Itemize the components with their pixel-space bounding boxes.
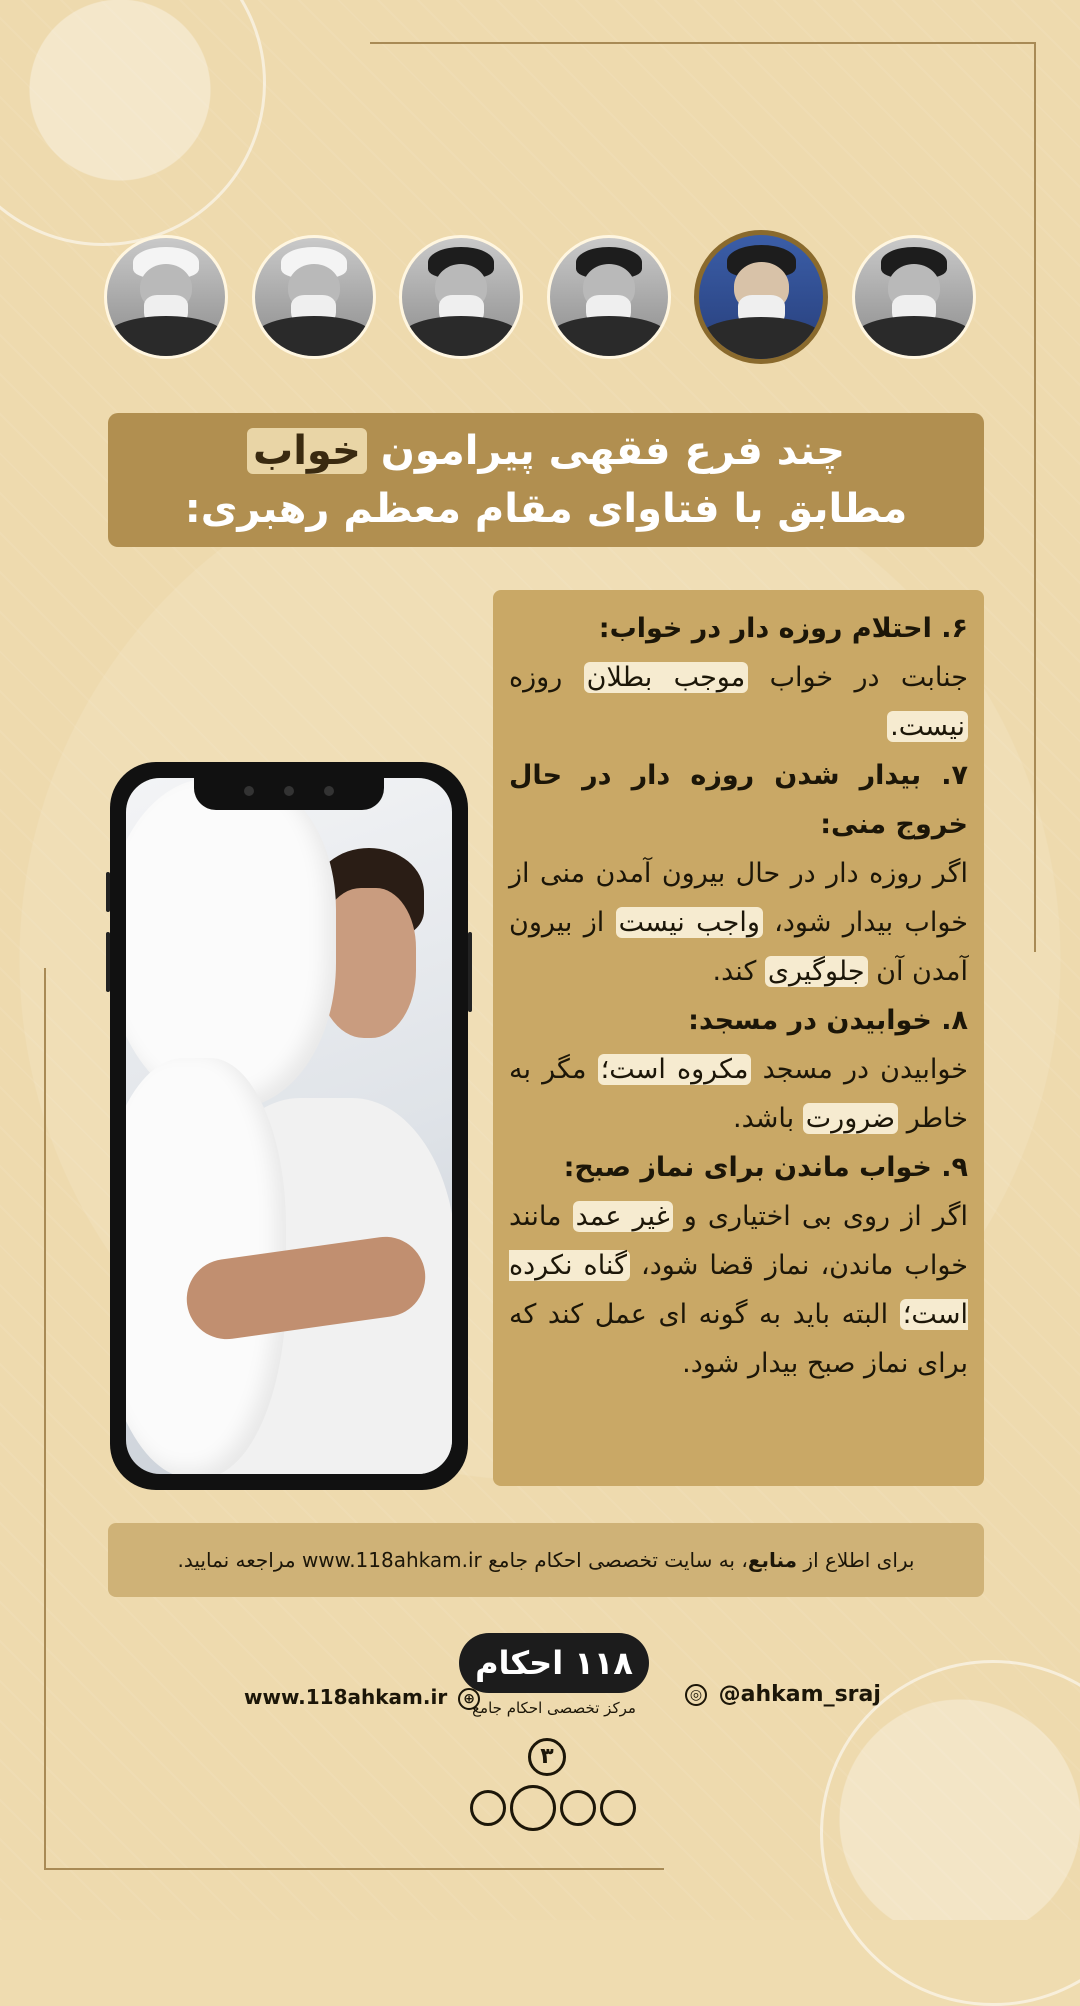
item-8-text-part: مگر به خاطر — [509, 1054, 968, 1134]
title-line-2: مطابق با فتاوای مقام معظم رهبری: — [184, 486, 908, 532]
item-9-text-part: اگر از روی بی اختیاری و — [683, 1201, 969, 1232]
item-9-highlight: غیر عمد — [573, 1201, 673, 1232]
source-pre: برای اطلاع از — [803, 1548, 915, 1572]
portrait-3 — [399, 235, 523, 359]
title-line-1 — [108, 422, 984, 480]
phone-side-button — [106, 872, 110, 912]
pagination-dot-active[interactable] — [510, 1785, 556, 1831]
source-post: ، به سایت تخصصی احکام جامع www.118ahkam.ir مراجعه نمایید. — [177, 1548, 748, 1572]
pillow — [126, 778, 336, 1108]
page-number: ۳ — [528, 1738, 566, 1776]
portrait-1 — [104, 235, 228, 359]
portrait-2 — [252, 235, 376, 359]
item-8-text-part: خوابیدن در مسجد — [762, 1054, 968, 1085]
item-6-heading: ۶. احتلام روزه دار در خواب: — [598, 613, 968, 644]
logo-subtitle: مرکز تخصصی احکام جامع — [472, 1699, 636, 1717]
title-box — [108, 413, 984, 547]
frame-right-line — [1034, 42, 1036, 952]
website-text: www.118ahkam.ir — [244, 1685, 448, 1709]
item-8-text — [509, 1045, 968, 1143]
item-7-text-part: کند. — [712, 956, 757, 987]
phone-camera-icon — [284, 786, 294, 796]
item-9-text-part: البته باید به گونه ای عمل کند که برای نماز صبح بیدار شود. — [509, 1299, 968, 1379]
item-9-text-part: مانند خواب ماندن، نماز قضا شود، — [509, 1201, 968, 1281]
item-7-text-part: از بیرون آمدن آن — [509, 907, 968, 987]
portrait-row — [104, 232, 976, 362]
globe-icon: ⊕ — [458, 1688, 480, 1710]
social-handle-text: @ahkam_sraj — [718, 1682, 881, 1707]
rulings-box — [493, 590, 984, 1486]
frame-top-line — [370, 42, 1036, 44]
item-7-text-part: اگر روزه دار در حال بیرون آمدن منی از خواب بیدار شود، — [509, 858, 968, 938]
phone-mockup — [110, 762, 468, 1490]
item-7-highlight: واجب نیست — [616, 907, 763, 938]
pagination-dot[interactable] — [470, 1790, 506, 1826]
item-7-highlight: جلوگیری — [765, 956, 868, 987]
phone-side-button — [106, 932, 110, 992]
item-8-heading: ۸. خوابیدن در مسجد: — [688, 1005, 968, 1036]
pagination-dots — [470, 1785, 636, 1831]
item-8-highlight: ضرورت — [803, 1103, 898, 1134]
title-line-1-text: چند فرع فقهی پیرامون — [380, 428, 845, 474]
pagination-dot[interactable] — [560, 1790, 596, 1826]
item-6-highlight: موجب بطلان — [584, 662, 749, 693]
item-6-text — [509, 653, 968, 751]
portrait-4 — [547, 235, 671, 359]
phone-notch — [194, 774, 384, 810]
item-8-text-part: باشد. — [733, 1103, 795, 1134]
source-bold: منابع — [747, 1548, 798, 1572]
item-6-text-part: جنابت در خواب — [769, 662, 968, 693]
source-note — [108, 1523, 984, 1597]
pagination-dot[interactable] — [600, 1790, 636, 1826]
portrait-6 — [852, 235, 976, 359]
source-note-text — [178, 1548, 915, 1572]
title-highlight: خواب — [247, 428, 367, 474]
item-6-highlight: نیست. — [887, 711, 968, 742]
logo-mark: ۱۱۸ احکام — [459, 1633, 649, 1693]
item-6-text-part: روزه — [509, 662, 563, 693]
phone-camera-icon — [244, 786, 254, 796]
instagram-icon: ◎ — [685, 1684, 707, 1706]
phone-side-button — [468, 932, 472, 1012]
item-8-highlight: مکروه است؛ — [598, 1054, 752, 1085]
phone-screen-image — [126, 778, 452, 1474]
item-9-highlight: گناه نکرده است؛ — [509, 1250, 968, 1330]
item-7-heading: ۷. بیدار شدن روزه دار در حال خروج منی: — [509, 760, 968, 840]
website-link[interactable] — [244, 1685, 484, 1710]
frame-left-line — [44, 968, 46, 1868]
portrait-5-highlighted — [694, 230, 828, 364]
item-9-heading: ۹. خواب ماندن برای نماز صبح: — [563, 1152, 968, 1183]
frame-bottom-line — [44, 1868, 664, 1870]
social-handle[interactable] — [681, 1682, 881, 1707]
phone-camera-icon — [324, 786, 334, 796]
item-7-text — [509, 849, 968, 996]
item-9-text — [509, 1192, 968, 1388]
